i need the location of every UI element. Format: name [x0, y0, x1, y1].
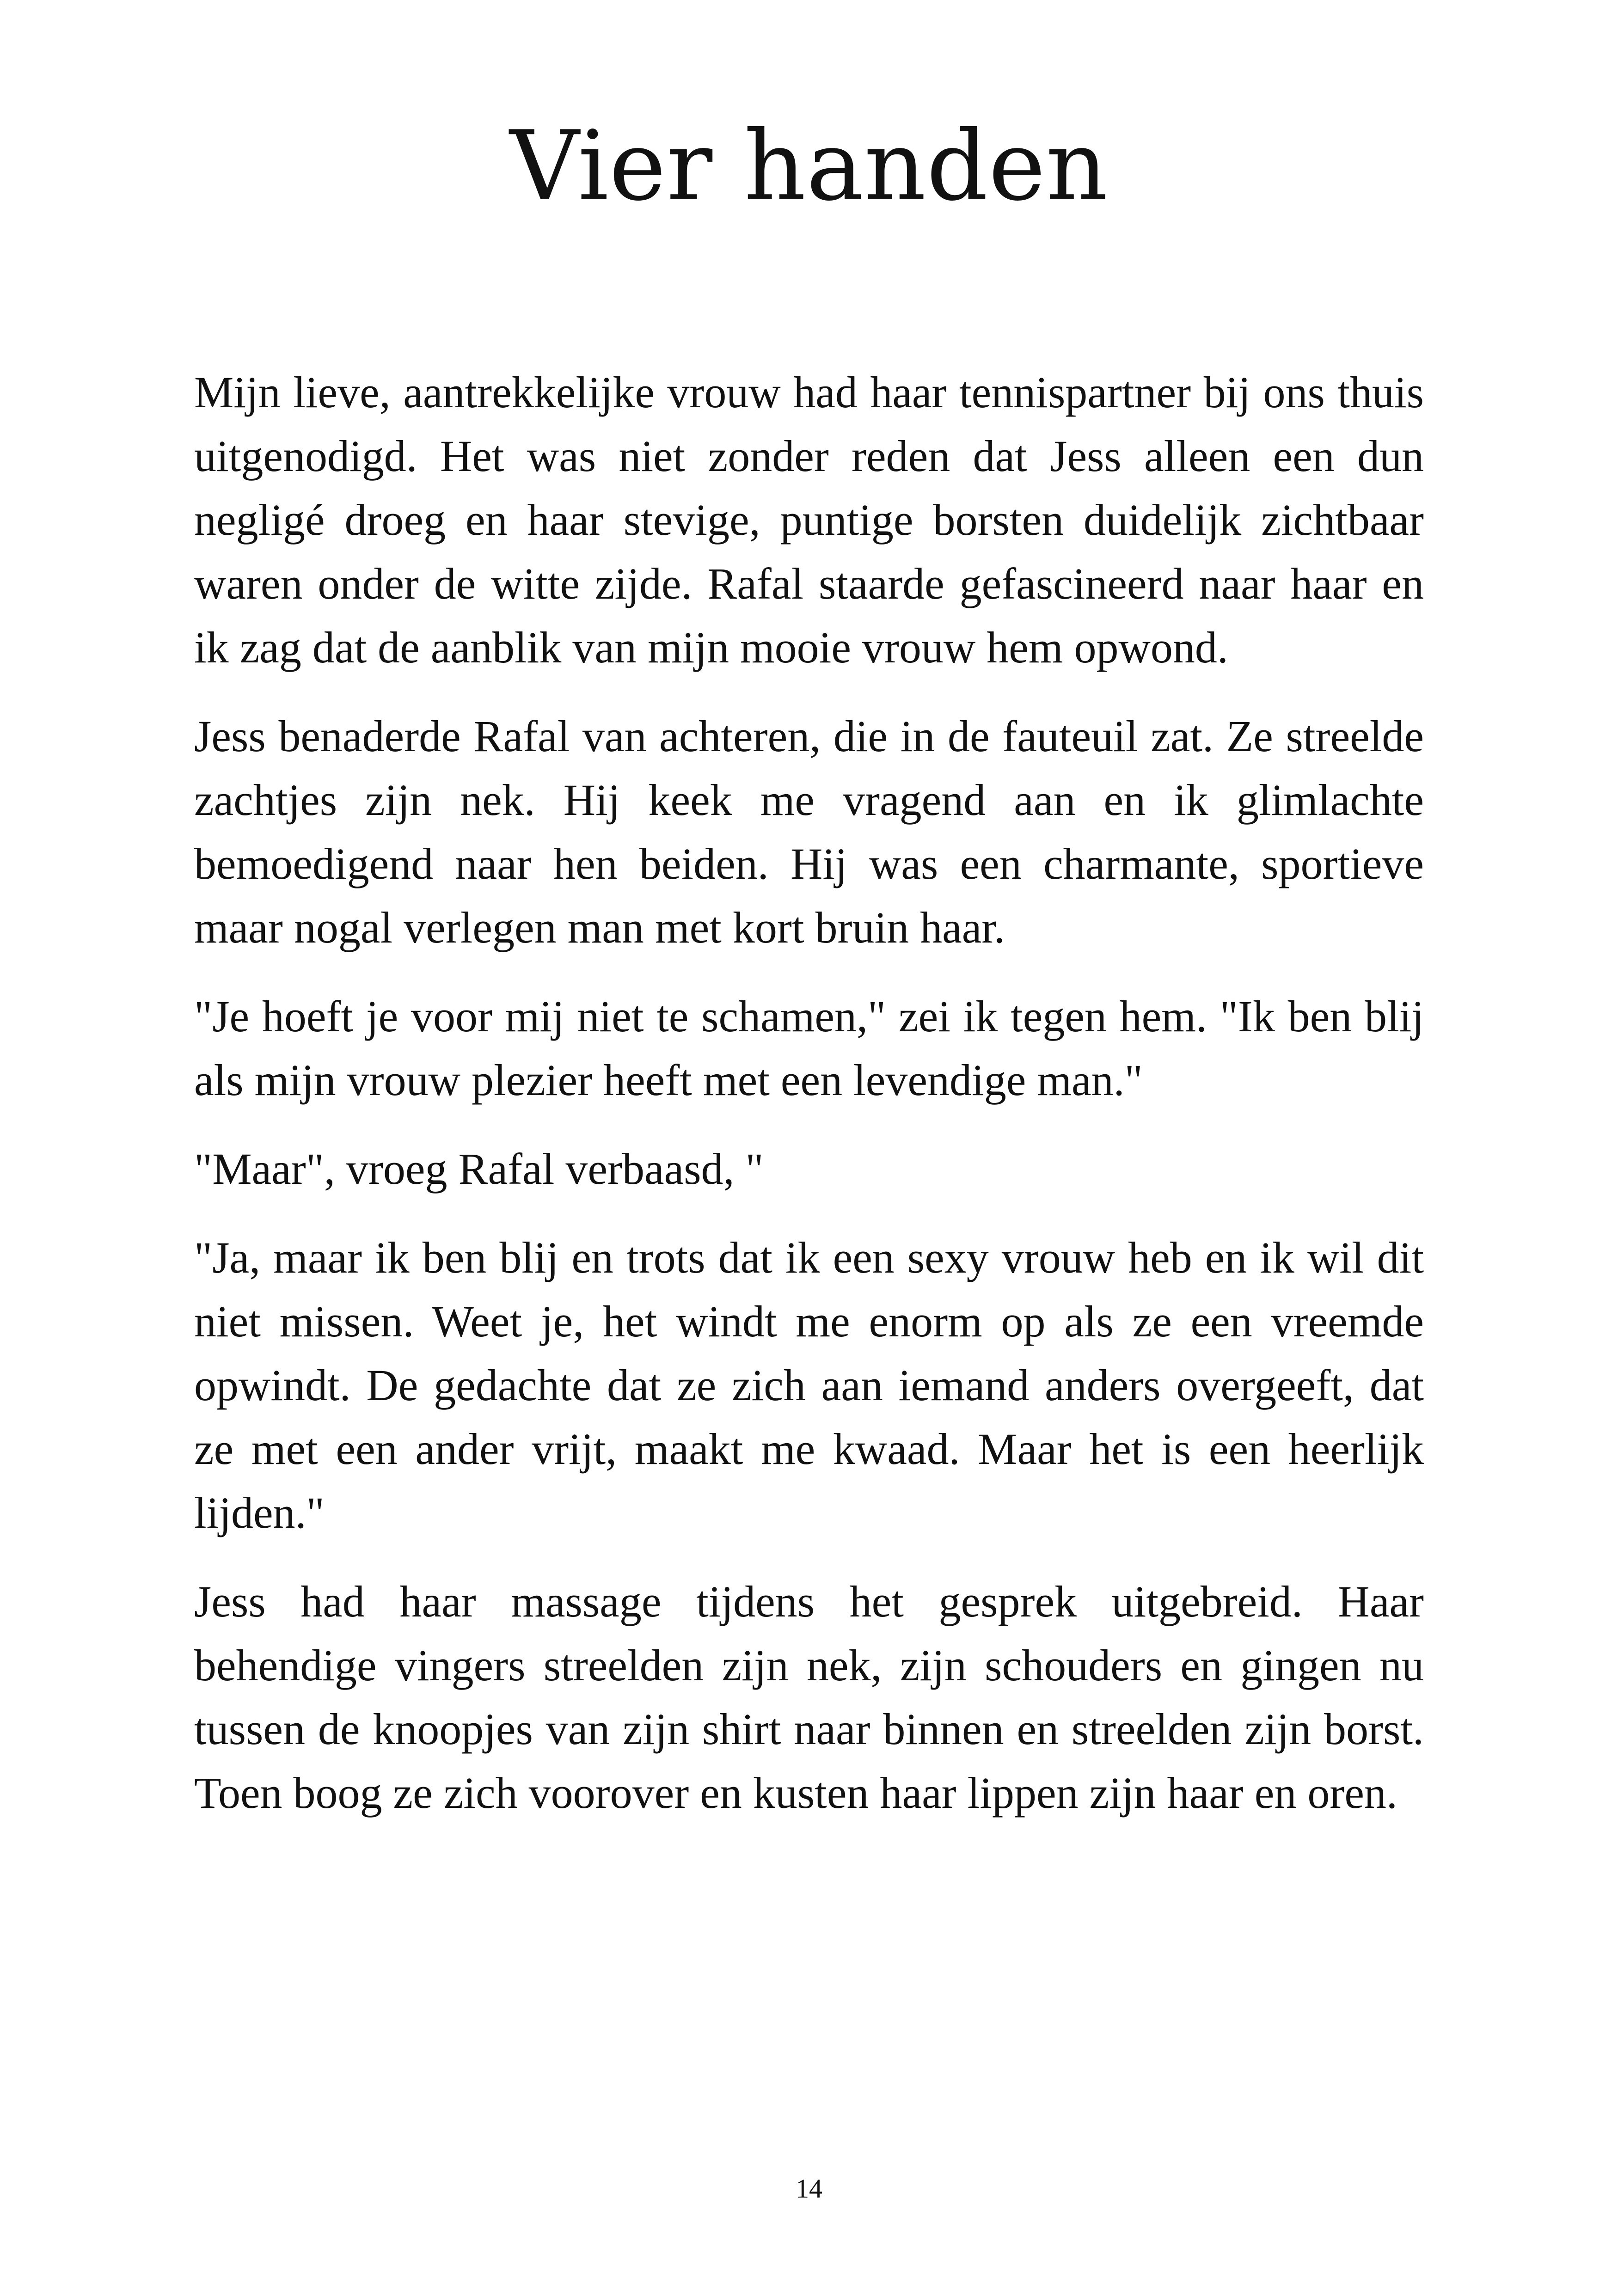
chapter-body [194, 361, 1424, 1850]
paragraph-6: Jess had haar massage tijdens het gesprek uitgebreid. Haar behendige vingers streelden zijn nek, zijn schouders en gingen nu tussen de knoopjes van zijn shirt naar binnen en streelden zijn borst. Toen boog ze zich voorover en kusten haar lippen zijn haar en oren. [194, 1577, 1424, 1818]
paragraph-1: Mijn lieve, aantrekkelijke vrouw had haar tennispartner bij ons thuis uitgenodigd. Het was niet zonder reden dat Jess alleen een dun negligé droeg en haar stevige, puntige borsten duidelijk zichtbaar waren onder de witte zijde. Rafal staarde gefascineerd naar haar en ik zag dat de aanblik van mijn mooie vrouw hem opwond. [194, 367, 1424, 672]
chapter-title: Vier handen [509, 110, 1109, 222]
paragraph-2: Jess benaderde Rafal van achteren, die in de fauteuil zat. Ze streelde zachtjes zijn nek. Hij keek me vragend aan en ik glimlachte bemoedigend naar hen beiden. Hij was een charmante, sportieve maar nogal verlegen man met kort bruin haar. [194, 711, 1424, 952]
paragraph-4: "Maar", vroeg Rafal verbaasd, " [194, 1144, 764, 1194]
page-number: 14 [796, 2174, 822, 2204]
paragraph-3: "Je hoeft je voor mij niet te schamen," zei ik tegen hem. "Ik ben blij als mijn vrouw plezier heeft met een levendige man." [194, 992, 1424, 1105]
paragraph-5: "Ja, maar ik ben blij en trots dat ik een sexy vrouw heb en ik wil dit niet missen. Weet je, het windt me enorm op als ze een vreemde opwindt. De gedachte dat ze zich aan iemand anders overgeeft, dat ze met een ander vrijt, maakt me kwaad. Maar het is een heerlijk lijden." [194, 1233, 1424, 1537]
